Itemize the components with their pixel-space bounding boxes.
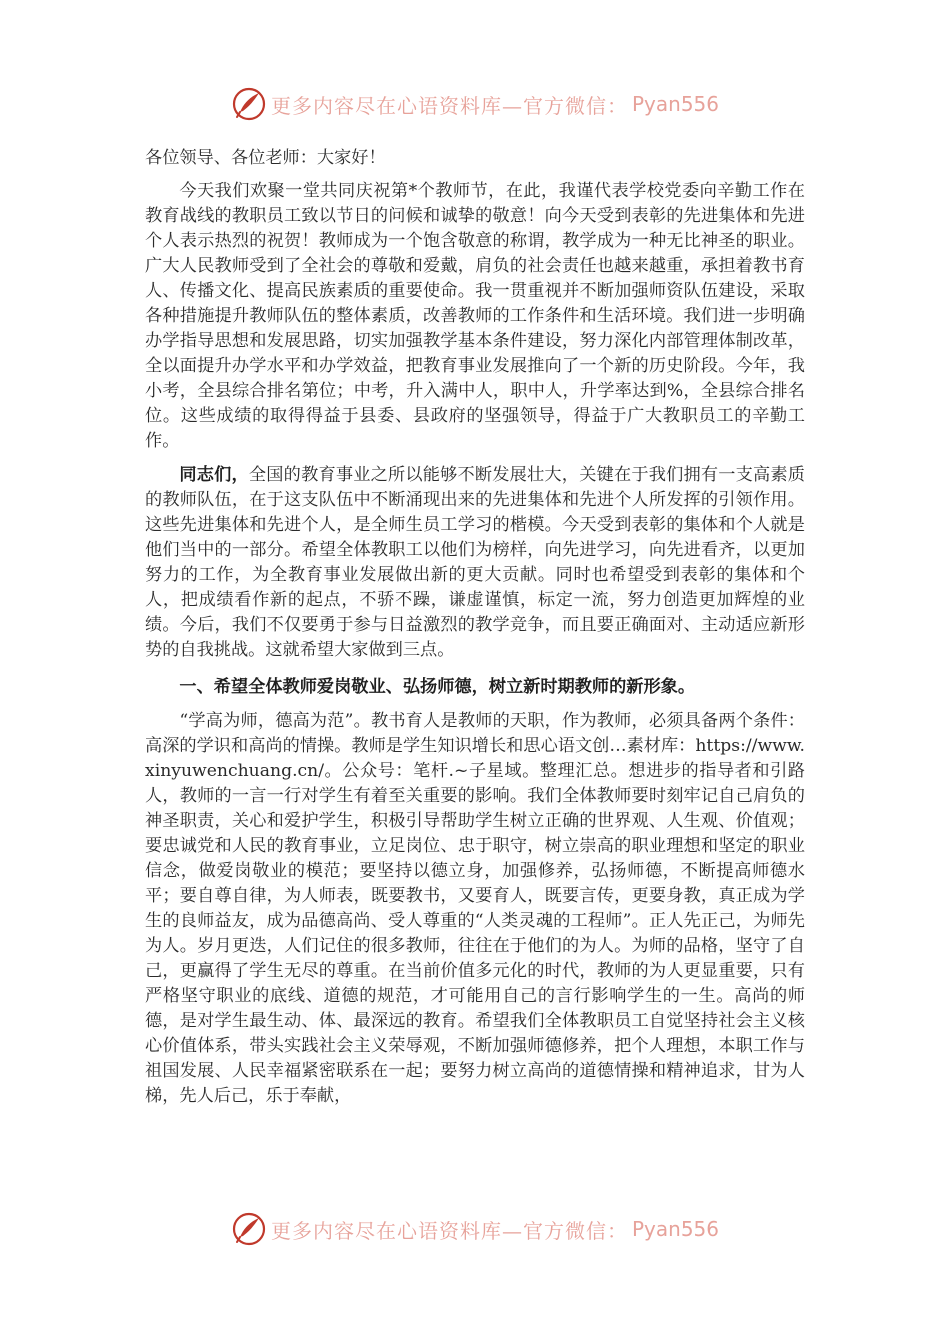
paragraph-2-lead: 同志们， [179, 465, 249, 485]
section-heading-1: 一、希望全体教师爱岗敬业、弘扬师德，树立新时期教师的新形象。 [179, 677, 696, 697]
quill-logo-icon [231, 1211, 267, 1247]
paragraph-1: 今天我们欢聚一堂共同庆祝第*个教师节，在此，我谨代表学校党委向辛勤工作在教育战线的教职员工致以节日的问候和诚挚的敬意！向今天受到表彰的先进集体和先进个人表示热烈的祝贺！教师成为一个饱含敬意的称谓，教学成为一种无比神圣的职业。广大人民教师受到了全社会的尊敬和爱戴，肩负的社会责任也越来越重，承担着教书育人、传播文化、提高民族素质的重要使命。我一贯重视并不断加强师资队伍建设，采取各种措施提升教师队伍的整体素质，改善教师的工作条件和生活环境。我们进一步明确办学指导思想和发展思路，切实加强教学基本条件建设，努力深化内部管理体制改革，全以面提升办学水平和办学效益，把教育事业发展推向了一个新的历史阶段。今年，我小考，全县综合排名第位；中考，升入满中人，职中人，升学率达到%，全县综合排名位。这些成绩的取得得益于县委、县政府的坚强领导，得益于广大教职员工的辛勤工作。 [145, 181, 805, 451]
watermark-wechat-id: Pyan556 [631, 92, 719, 116]
greeting: 各位领导、各位老师：大家好！ [145, 148, 386, 168]
paragraph-2-text: 全国的教育事业之所以能够不断发展壮大，关键在于我们拥有一支高素质的教师队伍，在于这支队伍中不断涌现出来的先进集体和先进个人所发挥的引领作用。这些先进集体和先进个人，是全师生员工学习的楷模。今天受到表彰的集体和个人就是他们当中的一部分。希望全体教职工以他们为榜样，向先进学习，向先进看齐，以更加努力的工作，为全教育事业发展做出新的更大贡献。同时也希望受到表彰的集体和个人，把成绩看作新的起点，不骄不躁，谦虚谨慎，标定一流，努力创造更加辉煌的业绩。今后，我们不仅要勇于参与日益激烈的教学竞争，而且要正确面对、主动适应新形势的自我挑战。这就希望大家做到三点。 [145, 465, 805, 660]
paragraph-3: “学高为师，德高为范”。教书育人是教师的天职，作为教师，必须具备两个条件：高深的学识和高尚的情操。教师是学生知识增长和思心语文创…素材库：https://www.xinyuwenchuang.cn/。公众号：笔杆.~子星域。整理汇总。想进步的指导者和引路人，教师的一言一行对学生有着至关重要的影响。我们全体教师要时刻牢记自己肩负的神圣职责，关心和爱护学生，积极引导帮助学生树立正确的世界观、人生观、价值观；要忠诚党和人民的教育事业，立足岗位、忠于职守，树立崇高的职业理想和坚定的职业信念，做爱岗敬业的模范；要坚持以德立身，加强修养，弘扬师德，不断提高师德水平；要自尊自律，为人师表，既要教书，又要育人，既要言传，更要身教，真正成为学生的良师益友，成为品德高尚、受人尊重的“人类灵魂的工程师”。正人先正己，为师先为人。岁月更迭，人们记住的很多教师，往往在于他们的为人。为师的品格，坚守了自己，更赢得了学生无尽的尊重。在当前价值多元化的时代，教师的为人更显重要，只有严格坚守职业的底线、道德的规范，才可能用自己的言行影响学生的一生。高尚的师德，是对学生最生动、体、最深远的教育。希望我们全体教职员工自觉坚持社会主义核心价值体系，带头实践社会主义荣辱观，不断加强师德修养，把个人理想，本职工作与祖国发展、人民幸福紧密联系在一起；要努力树立高尚的道德情操和精神追求，甘为人梯，先人后己，乐于奉献， [145, 711, 805, 1106]
watermark-banner-top [0, 84, 950, 124]
quill-logo-icon [231, 86, 267, 122]
watermark-wechat-id: Pyan556 [631, 1217, 719, 1241]
watermark-text: 更多内容尽在心语资料库—官方微信： [270, 1218, 628, 1243]
paragraph-2 [145, 463, 805, 663]
watermark-text: 更多内容尽在心语资料库—官方微信： [270, 93, 628, 118]
document-body [145, 146, 805, 1109]
watermark-banner-bottom [0, 1209, 950, 1249]
